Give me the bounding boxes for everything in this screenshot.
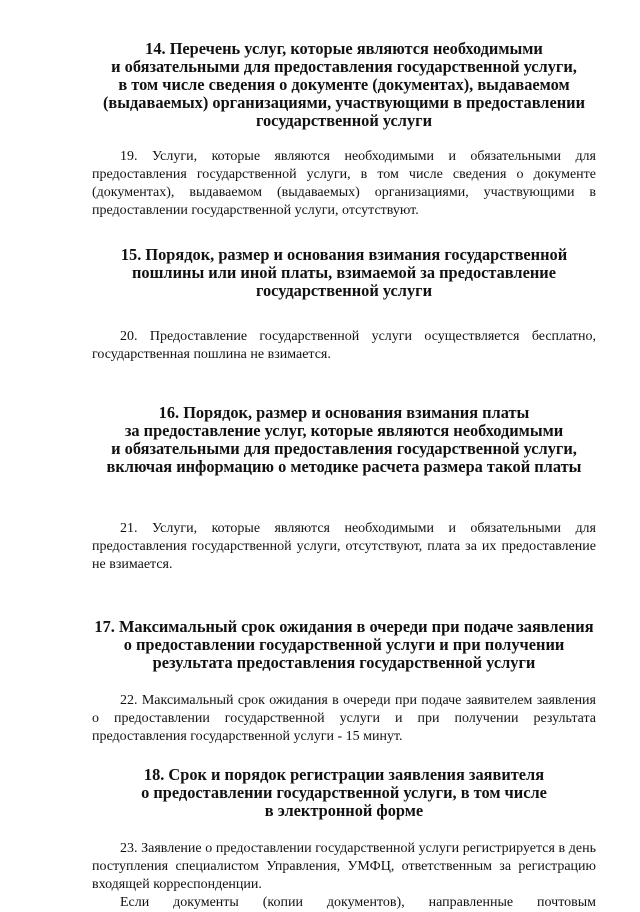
heading-line: 14. Перечень услуг, которые являются необходимыми	[145, 39, 543, 58]
section-14-heading	[92, 40, 596, 130]
heading-line: в электронной форме	[264, 801, 424, 820]
section-18-heading	[92, 766, 596, 820]
heading-line: о предоставлении государственной услуги, в том числе	[141, 783, 547, 802]
heading-line: 15. Порядок, размер и основания взимания государственной	[120, 245, 568, 264]
heading-line: 18. Срок и порядок регистрации заявления заявителя	[143, 765, 545, 784]
heading-line: и обязательными для предоставления государственной услуги,	[111, 57, 577, 76]
heading-line: включая информацию о методике расчета размера такой платы	[106, 457, 582, 476]
heading-line: 17. Максимальный срок ожидания в очереди при подаче заявления	[94, 617, 594, 636]
heading-line: государственной услуги	[255, 111, 433, 130]
heading-line: и обязательными для предоставления государственной услуги,	[111, 439, 577, 458]
paragraph-19: 19. Услуги, которые являются необходимыми и обязательными для предоставления государственной услуги, в том числе сведения о документе (документах), выдаваемом (выдаваемых) организациями, участвующими в предоставлении государственной услуги, отсутствуют.	[92, 149, 596, 218]
heading-line: 16. Порядок, размер и основания взимания платы	[158, 403, 530, 422]
heading-line: пошлины или иной платы, взимаемой за предоставление	[132, 263, 556, 282]
paragraph-21: 21. Услуги, которые являются необходимыми и обязательными для предоставления государственной услуги, отсутствуют, плата за их предоставление не взимается.	[92, 521, 596, 572]
paragraph-23-continuation: Если документы (копии документов), направленные почтовым	[120, 895, 596, 910]
section-15-heading	[92, 246, 596, 300]
paragraph-20: 20. Предоставление государственной услуги осуществляется бесплатно, государственная пошлина не взимается.	[92, 329, 596, 362]
heading-line: (выдаваемых) организациями, участвующими в предоставлении	[102, 93, 586, 112]
paragraph-22: 22. Максимальный срок ожидания в очереди при подаче заявителем заявления о предоставлении государственной услуги и при получении результата предоставления государственной услуги - 15 минут.	[92, 693, 596, 744]
heading-line: за предоставление услуг, которые являются необходимыми	[124, 421, 564, 440]
heading-line: о предоставлении государственной услуги и при получении	[123, 635, 565, 654]
paragraph-23: 23. Заявление о предоставлении государственной услуги регистрируется в день поступления специалистом Управления, УМФЦ, ответственным за регистрацию входящей корреспонденции.	[92, 841, 596, 892]
section-16-heading	[92, 404, 596, 476]
section-17-heading	[92, 618, 596, 672]
heading-line: государственной услуги	[255, 281, 433, 300]
heading-line: результата предоставления государственной услуги	[152, 653, 536, 672]
heading-line: в том числе сведения о документе (документах), выдаваемом	[118, 75, 570, 94]
